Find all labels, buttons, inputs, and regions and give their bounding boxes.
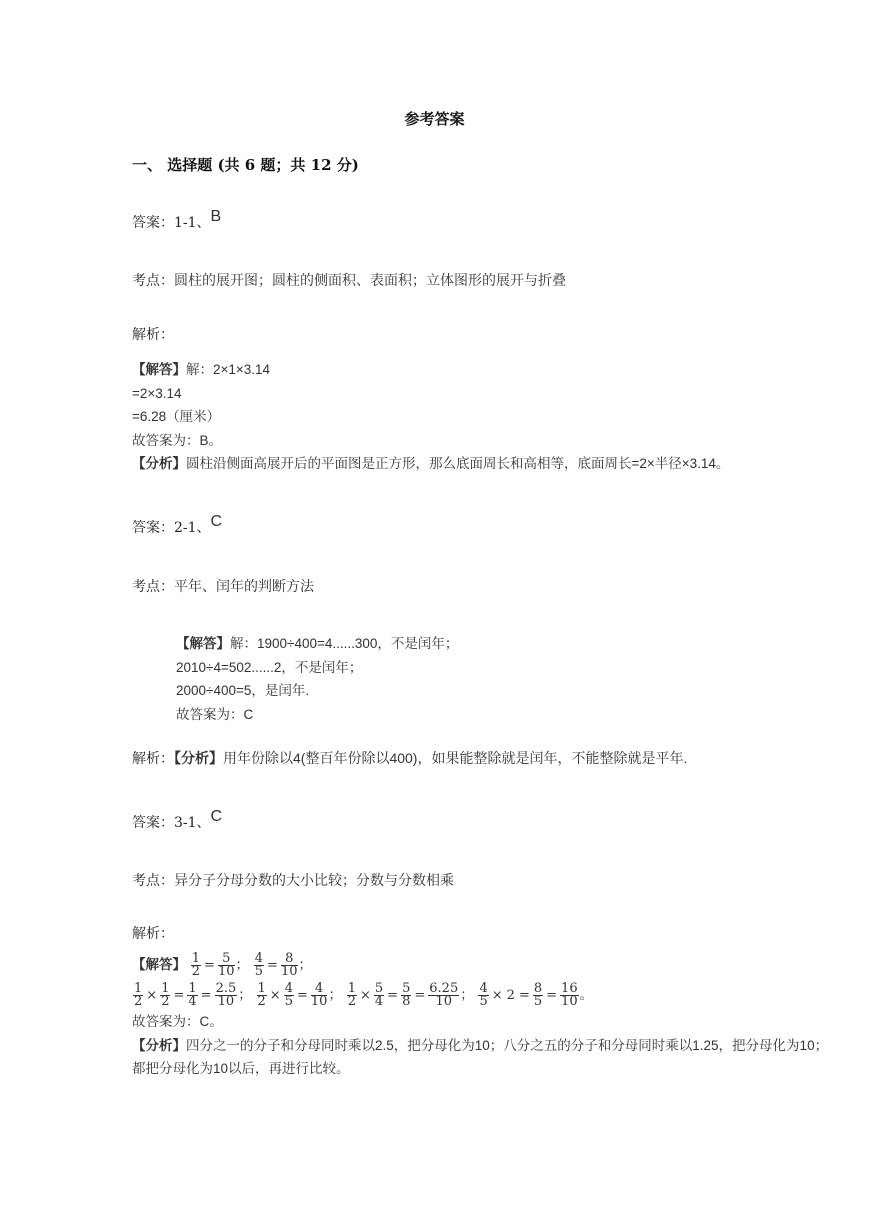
fraction: $\frac{16}{10}$ xyxy=(561,980,578,1009)
q2-answer-row xyxy=(132,513,223,537)
point-label: 考点： xyxy=(132,579,174,595)
fraction: $\frac{4}{5}$ xyxy=(254,950,264,979)
fraction: $\frac{5}{8}$ xyxy=(402,980,411,1009)
q2-solution-line: 2010÷4=502......2，不是闰年； xyxy=(176,659,363,675)
fraction: $\frac{8}{5}$ xyxy=(533,980,543,1009)
q1-solution-line: 故答案为：B。 xyxy=(132,432,223,448)
point-label: 考点： xyxy=(132,273,174,289)
q3-analysis-label: 解析： xyxy=(132,926,174,942)
q3-analysis-line: 都把分母化为10以后，再进行比较。 xyxy=(132,1061,350,1076)
answer-label: 答案： xyxy=(132,815,174,831)
q1-point: 圆柱的展开图；圆柱的侧面积、表面积；立体图形的展开与折叠 xyxy=(174,272,566,288)
q3-math-line-2: $\frac{1}{2}$ × $\frac{1}{2}$ = $\frac{1}{4}$ = $\frac{2.5}{10}$ ； $\frac{1}{2}$ × $\frac{4}{5}$ = $\frac{4}{10}$ ； $\frac{1}{2}$ × $\frac{5}{4}$ = $\frac{5}{8}$ = $\frac{6.25}{10}$ ； $\frac{4}{5}$ × 2 = $\frac{8}{5}$ = $\frac{16}{10}$ 。 xyxy=(134,980,594,1009)
q3-analysis-line: 【分析】四分之一的分子和分母同时乘以2.5，把分母化为10；八分之五的分子和分母同时乘以1.25，把分母化为10； xyxy=(132,1037,829,1053)
q3-solution-line: 故答案为：C。 xyxy=(132,1014,223,1029)
q1-analysis-label: 解析： xyxy=(132,327,174,343)
analysis-label: 解析： xyxy=(132,751,174,767)
q2-solution-line: 【解答】解：1900÷400=4......300，不是闰年； xyxy=(176,636,459,651)
q3-number: 3-1、 xyxy=(174,815,211,831)
q3-answer-row xyxy=(132,808,223,832)
fraction: $\frac{1}{2}$ xyxy=(347,980,356,1009)
q2-solution-line: 2000÷400=5，是闰年. xyxy=(176,683,310,698)
q1-answer: B xyxy=(210,208,222,225)
q1-solution-line: =2×3.14 xyxy=(132,385,182,401)
page-title: 参考答案 xyxy=(404,110,465,128)
q2-number: 2-1、 xyxy=(174,520,211,536)
fraction: $\frac{1}{2}$ xyxy=(134,980,143,1009)
section-heading: 一、 选择题 (共 6 题；共 12 分) xyxy=(132,156,359,174)
q3-point: 异分子分母分数的大小比较；分数与分数相乘 xyxy=(174,872,454,888)
fraction: $\frac{4}{5}$ xyxy=(284,980,293,1009)
fraction: $\frac{4}{10}$ xyxy=(310,980,328,1009)
q3-point-row xyxy=(132,870,454,890)
solve-tag: 【解答】 xyxy=(176,636,230,651)
q2-analysis: 【分析】用年份除以4(整百年份除以400)，如果能整除就是闰年，不能整除就是平年. xyxy=(174,750,688,766)
solve-tag: 【解答】 xyxy=(132,362,186,377)
q2-solution-line: 故答案为：C xyxy=(176,706,254,722)
fraction: $\frac{5}{10}$ xyxy=(217,950,235,979)
q2-point-row xyxy=(132,576,314,596)
fraction: $\frac{4}{5}$ xyxy=(479,980,488,1009)
solve-tag: 【解答】 xyxy=(132,957,186,972)
q1-solution-line: 【解答】解：2×1×3.14 xyxy=(132,362,271,377)
q1-solution xyxy=(132,358,729,476)
q1-analysis-line: 【分析】圆柱沿侧面高展开后的平面图是正方形，那么底面周长和高相等，底面周长=2×半径×3.14。 xyxy=(132,456,730,471)
q2-solution xyxy=(176,632,458,726)
analysis-tag: 【分析】 xyxy=(174,750,223,766)
q3-math-line-1: 【解答】 $\frac{1}{2}$ = $\frac{5}{10}$ ； $\frac{4}{5}$ = $\frac{8}{10}$ ； xyxy=(132,950,312,979)
q1-answer-row xyxy=(132,208,222,232)
analysis-tag: 【分析】 xyxy=(132,456,186,471)
fraction: $\frac{1}{2}$ xyxy=(257,980,266,1009)
fraction: $\frac{1}{2}$ xyxy=(161,980,170,1009)
fraction: $\frac{5}{4}$ xyxy=(374,980,384,1009)
fraction: $\frac{2.5}{10}$ xyxy=(215,980,237,1009)
q2-answer: C xyxy=(210,513,223,530)
answer-label: 答案： xyxy=(132,520,174,536)
q3-solution xyxy=(132,950,828,1081)
point-label: 考点： xyxy=(132,873,174,889)
fraction: $\frac{6.25}{10}$ xyxy=(429,980,459,1009)
answer-label: 答案： xyxy=(132,215,174,231)
q1-point-row xyxy=(132,270,566,290)
fraction: $\frac{1}{4}$ xyxy=(188,980,197,1009)
q2-point: 平年、闰年的判断方法 xyxy=(174,578,314,594)
fraction: $\frac{8}{10}$ xyxy=(280,950,298,979)
fraction: $\frac{1}{2}$ xyxy=(191,950,201,979)
q3-answer: C xyxy=(210,808,223,825)
q1-number: 1-1、 xyxy=(174,215,211,231)
q2-analysis-row xyxy=(132,748,687,768)
analysis-tag: 【分析】 xyxy=(132,1037,186,1053)
q1-solution-line: =6.28（厘米） xyxy=(132,409,221,424)
